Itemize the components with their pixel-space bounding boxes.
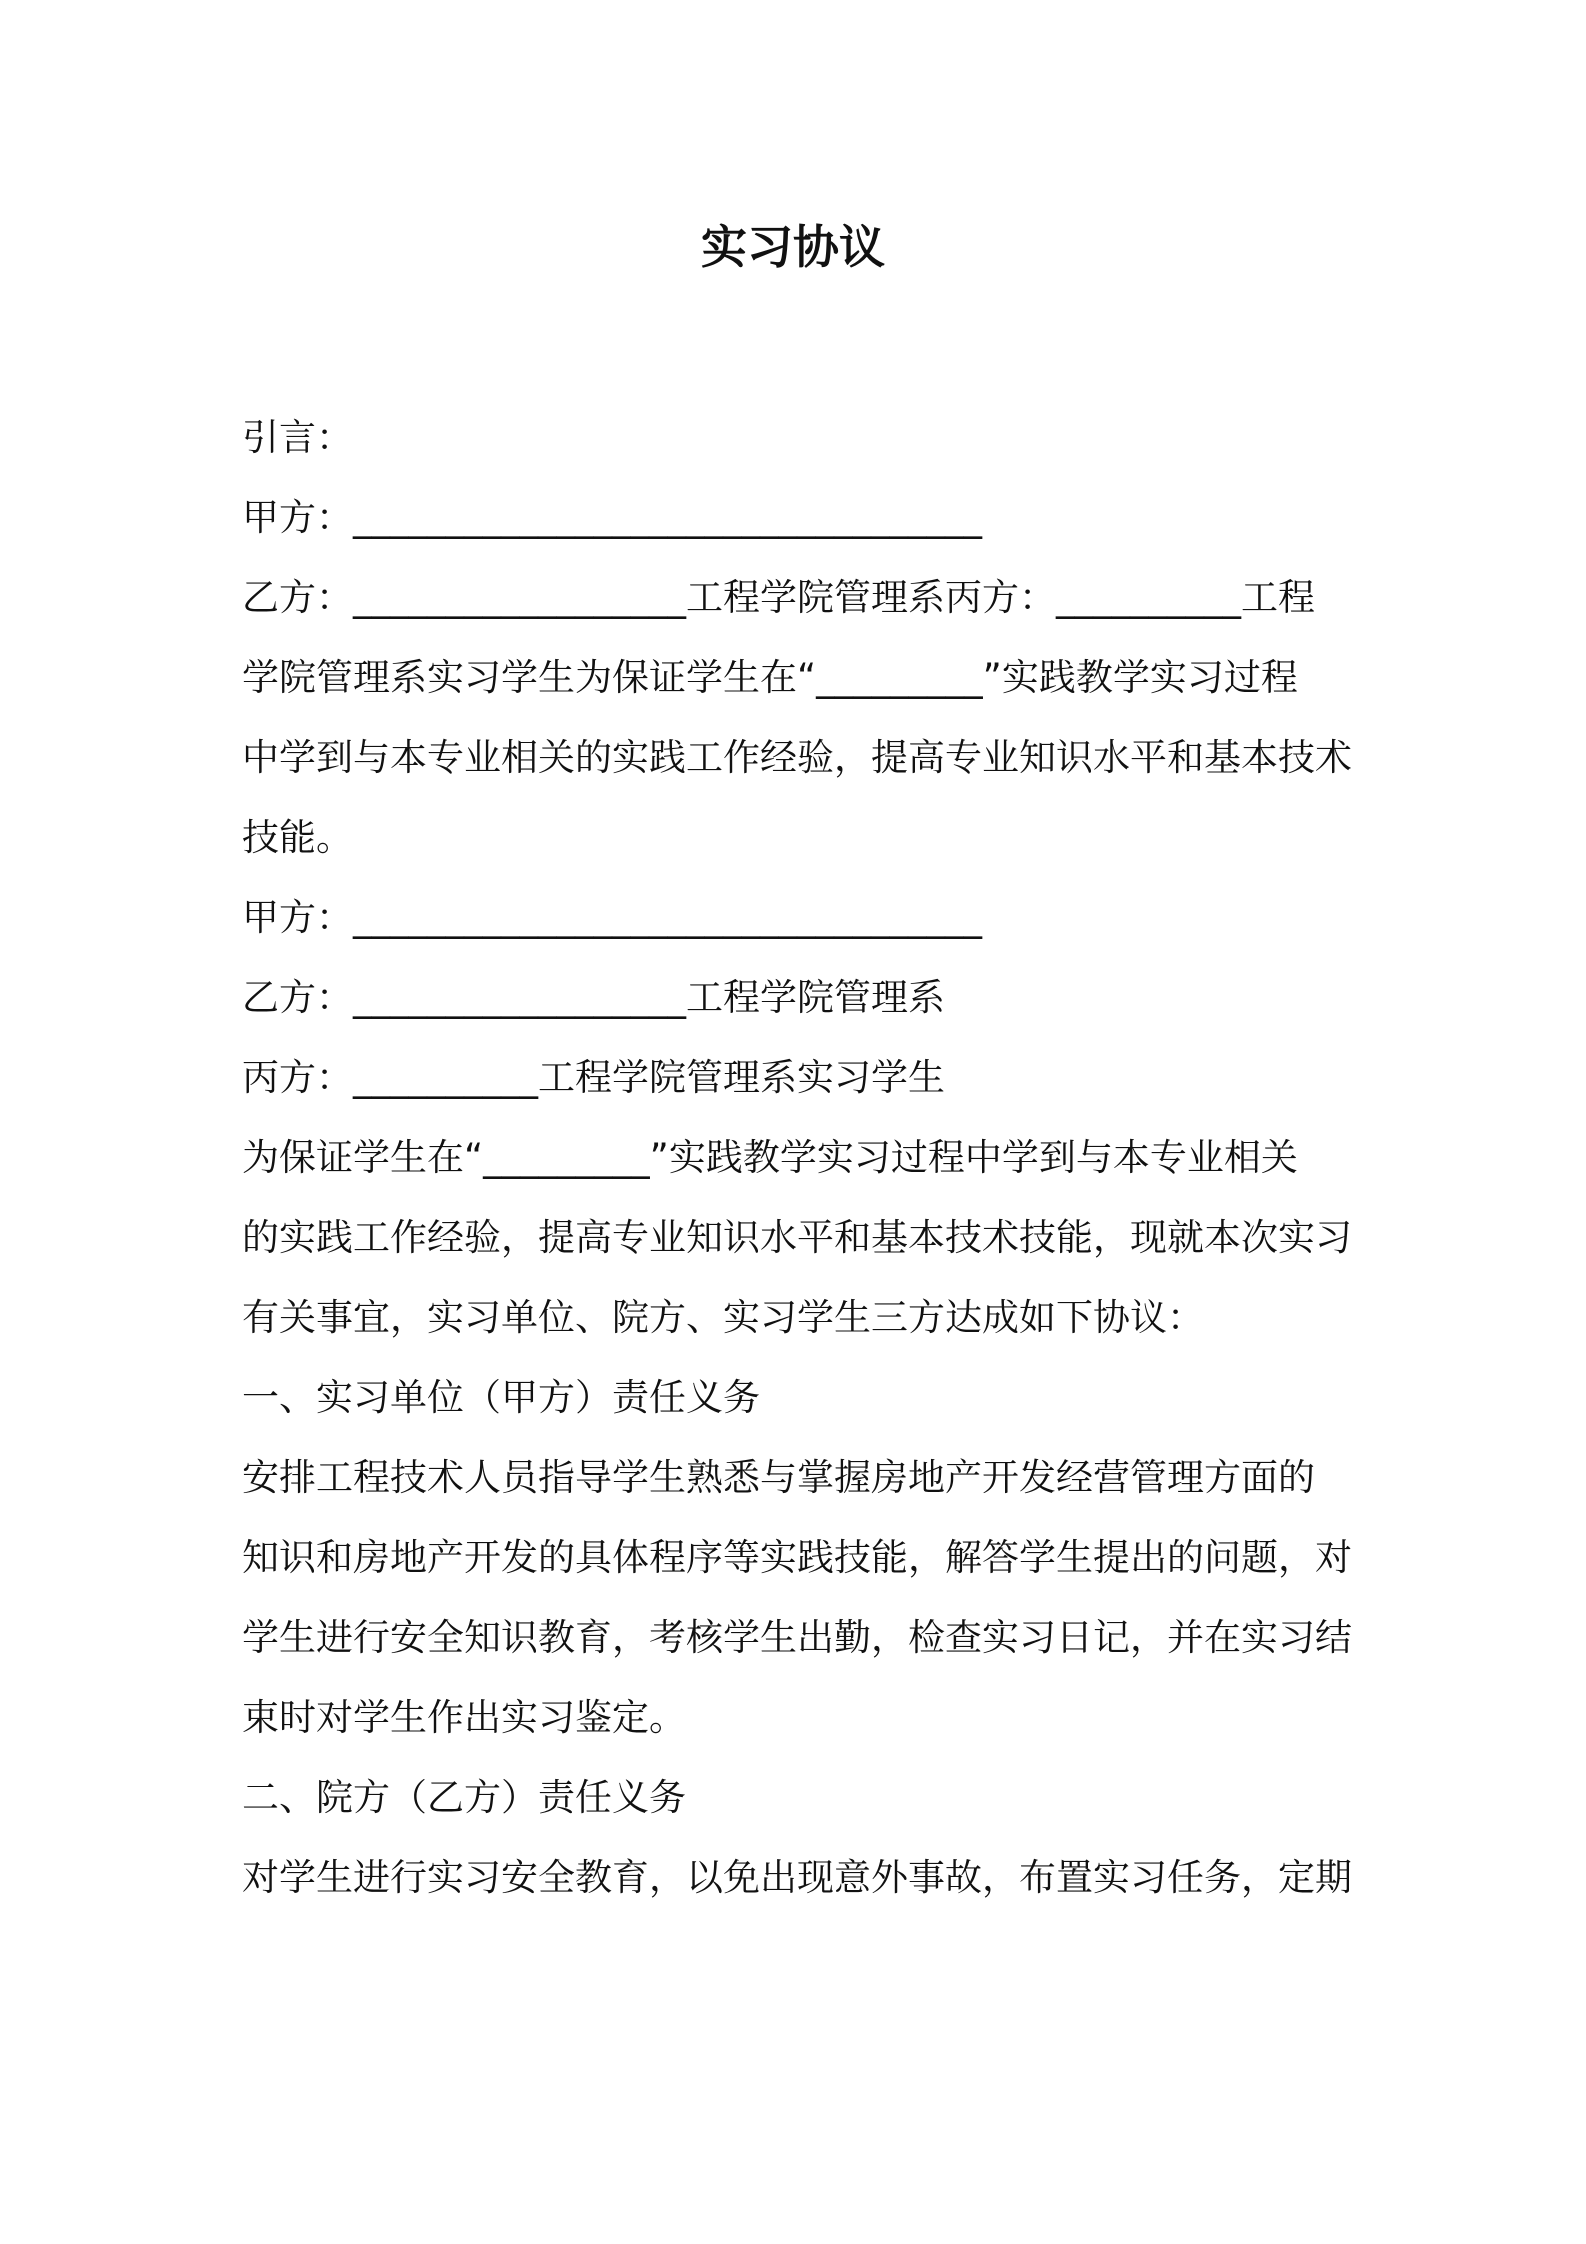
document-body	[242, 398, 1352, 1918]
section-paragraph-line: 学生进行安全知识教育，考核学生出勤，检查实习日记，并在实习结	[242, 1616, 1352, 1659]
section-paragraph-line: 安排工程技术人员指导学生熟悉与掌握房地产开发经营管理方面的	[242, 1456, 1315, 1499]
section-paragraph-line: 束时对学生作出实习鉴定。	[242, 1696, 686, 1739]
section-heading: 一、实习单位（甲方）责任义务	[242, 1376, 760, 1419]
purpose-paragraph-line: 有关事宜，实习单位、院方、实习学生三方达成如下协议：	[242, 1296, 1204, 1339]
section-paragraph-line: 对学生进行实习安全教育，以免出现意外事故，布置实习任务，定期	[242, 1856, 1352, 1899]
party-c-line: 丙方：__________工程学院管理系实习学生	[242, 1056, 945, 1099]
party-a-line: 甲方：__________________________________	[242, 496, 982, 539]
document-title: 实习协议	[701, 220, 885, 274]
party-b-line: 乙方：__________________工程学院管理系丙方：__________工程	[242, 576, 1315, 619]
party-a-line: 甲方：__________________________________	[242, 896, 982, 939]
intro-paragraph-line: 中学到与本专业相关的实践工作经验，提高专业知识水平和基本技术	[242, 736, 1352, 779]
purpose-paragraph-line: 的实践工作经验，提高专业知识水平和基本技术技能，现就本次实习	[242, 1216, 1352, 1259]
intro-paragraph-line: 技能。	[242, 816, 353, 859]
section-paragraph-line: 知识和房地产开发的具体程序等实践技能，解答学生提出的问题，对	[242, 1536, 1352, 1579]
party-b-line: 乙方：__________________工程学院管理系	[242, 976, 945, 1019]
intro-paragraph-line: 学院管理系实习学生为保证学生在“_________”实践教学实习过程	[242, 656, 1298, 699]
purpose-paragraph-line: 为保证学生在“_________”实践教学实习过程中学到与本专业相关	[242, 1136, 1298, 1179]
intro-label: 引言：	[242, 416, 353, 459]
section-heading: 二、院方（乙方）责任义务	[242, 1776, 686, 1819]
